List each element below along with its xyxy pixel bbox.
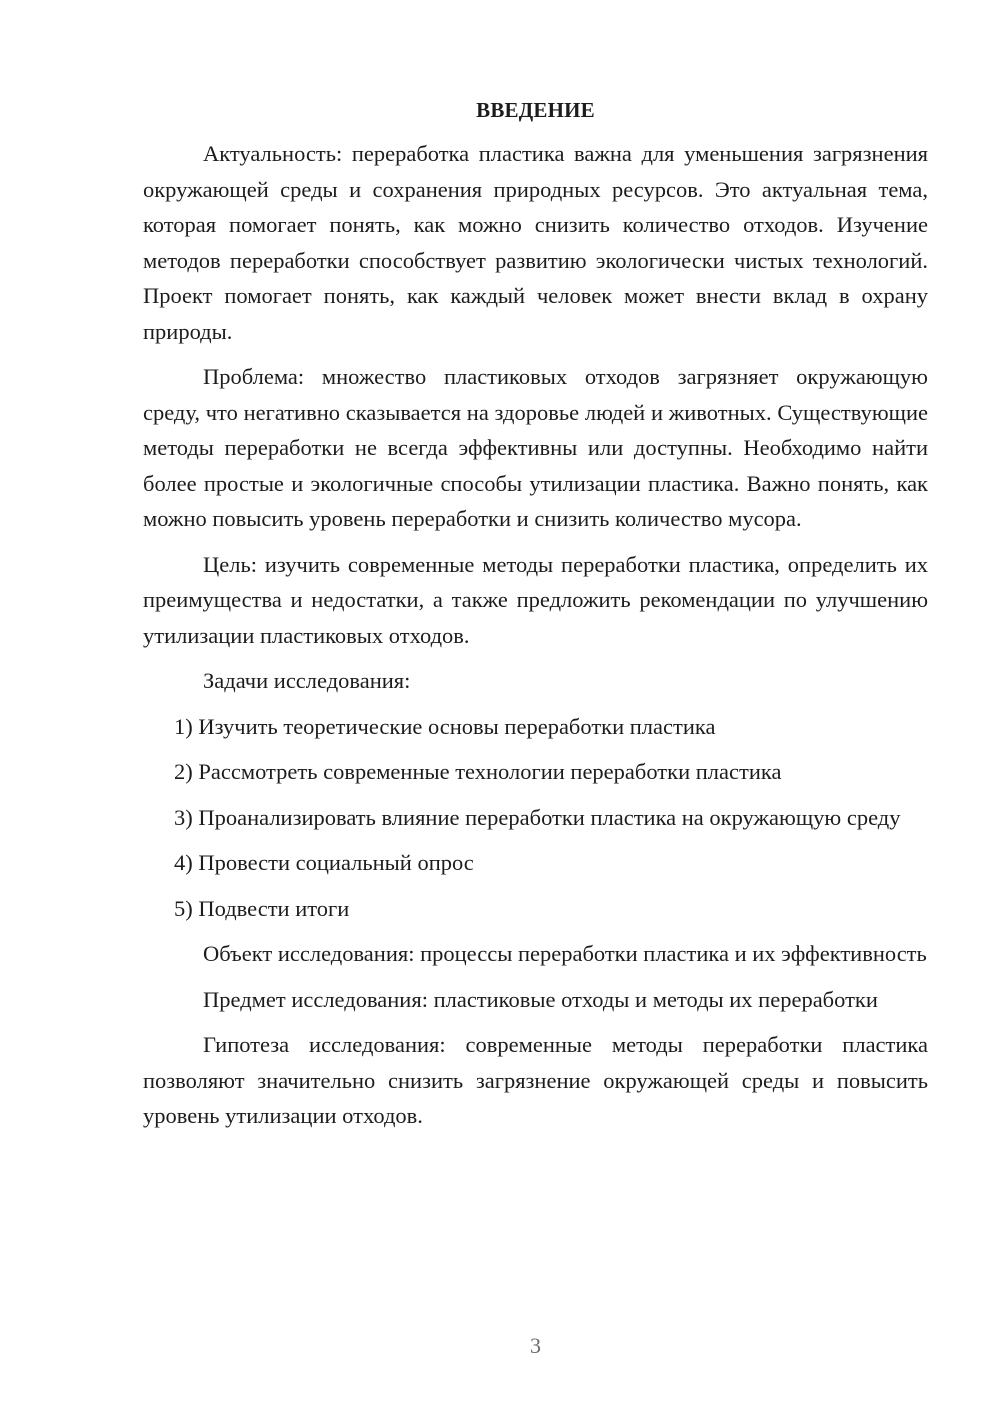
- list-item: 5) Подвести итоги: [174, 895, 350, 921]
- list-item: 3) Проанализировать влияние переработки пластика на окружающую среду: [174, 804, 901, 830]
- list-item: 4) Провести социальный опрос: [174, 850, 474, 875]
- paragraph-hypothesis: Гипотеза исследования: современные методы переработки пластика позволяют значительно снизить загрязнение окружающей среды и повысить уровень утилизации отходов.: [143, 1032, 928, 1128]
- page-content: [143, 95, 928, 1144]
- paragraph-subject: Предмет исследования: пластиковые отходы и методы их переработки: [203, 986, 878, 1012]
- page-title: ВВЕДЕНИЕ: [476, 98, 595, 122]
- tasks-list: [143, 709, 928, 927]
- list-item: 1) Изучить теоретические основы переработки пластика: [174, 713, 716, 739]
- paragraph-goal: Цель: изучить современные методы переработки пластика, определить их преимущества и недостатки, а также предложить рекомендации по улучшению утилизации пластиковых отходов.: [143, 551, 928, 648]
- paragraph-problem: Проблема: множество пластиковых отходов загрязняет окружающую среду, что негативно сказывается на здоровье людей и животных. Существующие методы переработки не всегда эффективны или доступны. Необходимо найти более простые и экологичные способы утилизации пластика. Важно понять, как можно повысить уровень переработки и снизить количество мусора.: [143, 364, 928, 531]
- paragraph-relevance: Актуальность: переработка пластика важна для уменьшения загрязнения окружающей среды и сохранения природных ресурсов. Это актуальная тема, которая помогает понять, как можно снизить количество отходов. Изучение методов переработки способствует развитию экологически чистых технологий. Проект помогает понять, как каждый человек может внести вклад в охрану природы.: [143, 141, 928, 344]
- paragraph-object: Объект исследования: процессы переработки пластика и их эффективность: [203, 941, 927, 966]
- page-number: 3: [530, 1333, 541, 1358]
- list-item: 2) Рассмотреть современные технологии переработки пластика: [174, 759, 782, 784]
- tasks-heading: Задачи исследования:: [203, 668, 411, 693]
